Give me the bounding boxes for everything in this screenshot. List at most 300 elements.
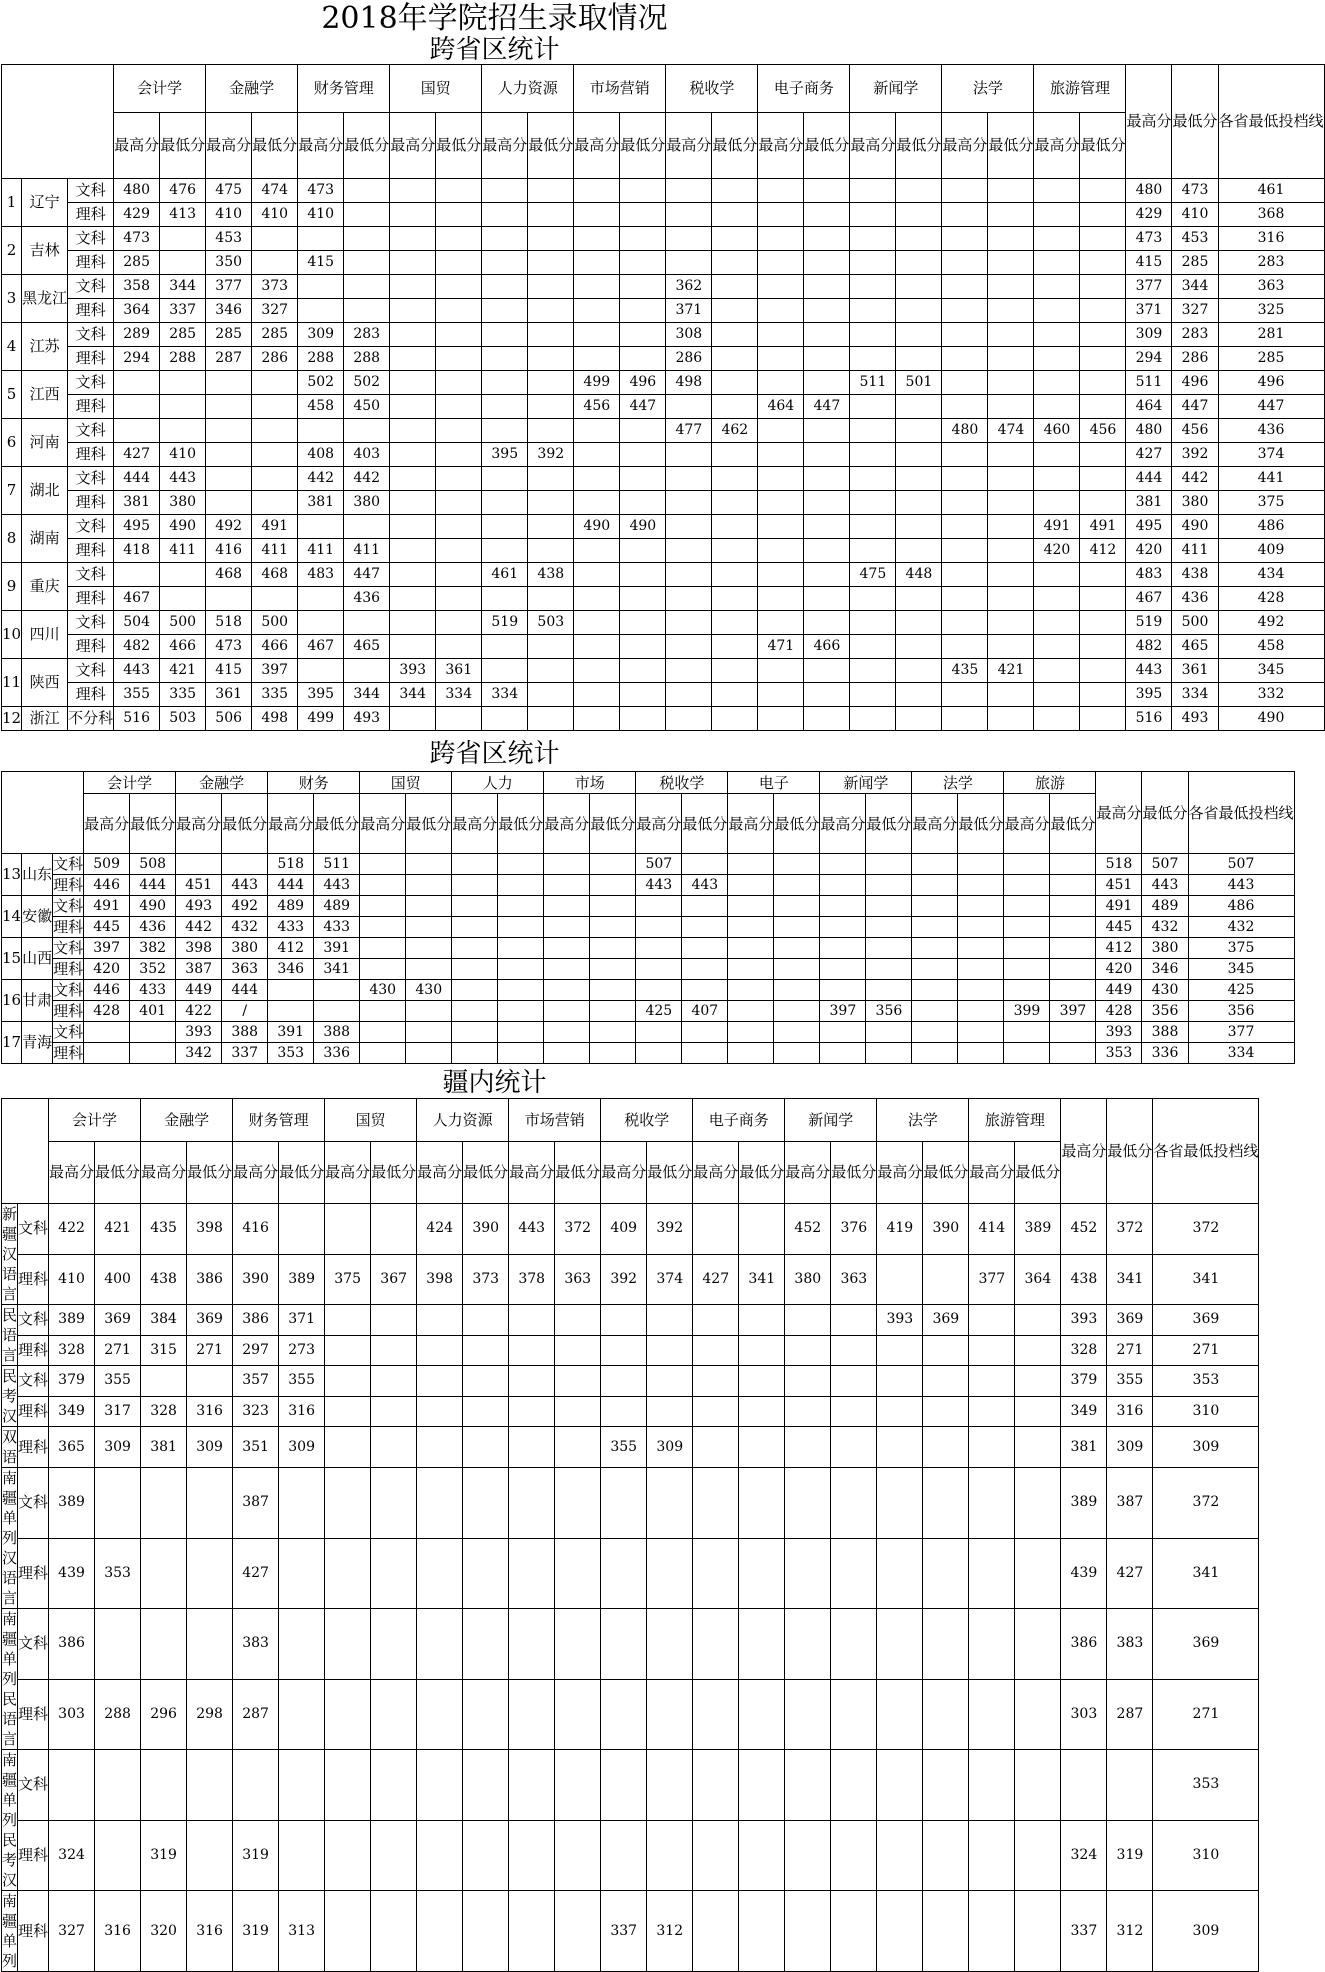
score-cell: 356 [866,1001,912,1022]
min-score-header: 最低分 [371,1142,417,1204]
score-cell: 390 [233,1254,279,1305]
score-cell [758,515,804,539]
table-row [2,395,1325,419]
score-cell: 328 [1061,1335,1107,1366]
score-cell: 316 [187,1891,233,1972]
score-cell [482,707,528,731]
score-cell: 334 [1172,683,1218,707]
score-cell [912,959,958,980]
score-cell [896,491,942,515]
score-cell [728,1022,774,1043]
score-cell: 414 [969,1204,1015,1255]
score-cell [942,491,988,515]
score-cell [877,1468,923,1539]
score-cell [1004,896,1050,917]
score-cell [877,1679,923,1750]
score-cell [298,299,344,323]
score-cell [574,227,620,251]
score-cell [1080,491,1126,515]
subject-type: 文科 [53,938,84,957]
score-cell: 357 [233,1366,279,1397]
score-cell [620,659,666,683]
score-cell: 411 [252,539,298,563]
major-header: 国贸 [390,65,482,113]
score-cell [555,1820,601,1891]
score-cell: 312 [1107,1891,1153,1972]
score-cell [590,1022,636,1043]
table-row [2,854,1295,875]
score-cell [988,395,1034,419]
score-cell [712,443,758,467]
score-cell [1015,1305,1061,1336]
score-cell: 392 [1172,443,1218,467]
score-cell [636,980,682,1001]
score-cell [712,635,758,659]
score-cell [1080,371,1126,395]
score-cell [498,959,544,980]
score-cell [452,854,498,875]
score-cell [666,635,712,659]
score-cell: 398 [187,1204,233,1255]
score-cell [436,539,482,563]
score-cell [969,1891,1015,1972]
major-header: 市场营销 [509,1099,601,1142]
score-cell: 430 [360,980,406,1001]
score-cell [620,179,666,203]
score-cell: 285 [114,251,160,275]
score-cell [620,275,666,299]
score-cell [804,467,850,491]
score-cell: 371 [666,299,712,323]
score-cell: 365 [49,1427,95,1468]
score-cell [574,635,620,659]
score-cell: 449 [1096,980,1142,1001]
score-cell: 411 [160,539,206,563]
score-cell: 450 [344,395,390,419]
score-cell: 499 [574,371,620,395]
score-cell: 392 [601,1254,647,1305]
score-cell: 465 [344,635,390,659]
score-cell: 519 [482,611,528,635]
score-cell [1004,980,1050,1001]
score-cell [417,1538,463,1609]
province-name: 河南 [22,419,68,467]
score-cell [1080,467,1126,491]
score-cell [406,896,452,917]
score-cell: 518 [268,854,314,875]
score-cell [574,275,620,299]
score-cell [758,323,804,347]
score-cell [647,1396,693,1427]
max-score-header: 最高分 [325,1142,371,1204]
score-cell [417,1820,463,1891]
score-cell [1050,854,1096,875]
score-cell [371,1538,417,1609]
score-cell: 511 [1126,371,1172,395]
score-cell [958,1022,1004,1043]
score-cell [712,275,758,299]
table-row [2,275,1325,299]
score-cell: 436 [1218,419,1324,443]
score-cell: 427 [233,1538,279,1609]
score-cell [693,1366,739,1397]
major-header: 人力资源 [417,1099,509,1142]
score-cell [325,1679,371,1750]
subject-type: 文科 [68,323,114,347]
score-cell [141,1538,187,1609]
min-score-header: 最低分 [896,113,942,179]
score-cell: 309 [1153,1427,1259,1468]
table-row [2,875,1295,896]
table-row [2,980,1295,1001]
score-cell [636,1043,682,1064]
score-cell: 490 [1218,707,1324,731]
max-score-header: 最高分 [969,1142,1015,1204]
score-cell [390,179,436,203]
score-cell [988,563,1034,587]
min-score-header: 最低分 [160,113,206,179]
score-cell: 286 [252,347,298,371]
score-cell: 503 [160,707,206,731]
score-cell [528,539,574,563]
score-cell: 456 [1172,419,1218,443]
score-cell [758,251,804,275]
score-cell: 391 [314,938,360,959]
score-cell [325,1366,371,1397]
score-cell: 375 [1218,491,1324,515]
score-cell [969,1396,1015,1427]
table-row [2,896,1295,917]
score-cell: 498 [252,707,298,731]
score-cell [850,179,896,203]
score-cell [436,227,482,251]
score-cell: 420 [84,959,130,980]
max-score-header: 最高分 [268,794,314,854]
score-cell: 432 [222,917,268,938]
score-cell [1080,659,1126,683]
score-cell [758,275,804,299]
score-cell [436,443,482,467]
score-cell [831,1820,877,1891]
score-cell: 480 [1126,419,1172,443]
score-cell [666,683,712,707]
score-cell [958,896,1004,917]
score-cell: 286 [666,347,712,371]
score-cell [498,980,544,1001]
score-cell [325,1468,371,1539]
score-cell [728,854,774,875]
province-name: 陕西 [22,659,68,707]
score-cell: 271 [1153,1335,1259,1366]
score-cell [574,443,620,467]
score-cell [160,563,206,587]
score-cell: 429 [114,203,160,227]
score-cell [988,635,1034,659]
score-cell: 381 [298,491,344,515]
score-cell [436,515,482,539]
score-cell [1050,875,1096,896]
score-cell: 381 [1126,491,1172,515]
score-cell [590,959,636,980]
score-cell: 336 [1142,1043,1188,1064]
score-cell [574,323,620,347]
score-cell [682,959,728,980]
score-cell [831,1427,877,1468]
score-cell [988,227,1034,251]
min-score-header: 最低分 [831,1142,877,1204]
max-score-header: 最高分 [877,1142,923,1204]
subject-type: 文科 [18,1468,49,1539]
table-row [2,203,1325,227]
score-cell [804,227,850,251]
score-cell [390,371,436,395]
score-cell: 389 [49,1305,95,1336]
score-cell [1015,1396,1061,1427]
score-cell [666,611,712,635]
section-title-2: 跨省区统计 [429,739,560,769]
min-score-header: 最低分 [1050,794,1096,854]
score-cell [130,1043,176,1064]
score-cell: 379 [49,1366,95,1397]
subject-type: 理科 [68,251,114,275]
score-cell: 499 [298,707,344,731]
score-cell [850,203,896,227]
score-cell: 271 [187,1335,233,1366]
score-cell: 501 [896,371,942,395]
score-cell [436,179,482,203]
score-cell [988,179,1034,203]
score-cell [452,980,498,1001]
score-cell [528,347,574,371]
score-cell [417,1335,463,1366]
major-header: 金融学 [141,1099,233,1142]
score-cell: 324 [49,1820,95,1891]
province-name: 辽宁 [22,179,68,227]
score-cell: 296 [141,1679,187,1750]
score-cell [1034,347,1080,371]
score-cell [1034,443,1080,467]
score-cell [206,587,252,611]
score-cell [831,1396,877,1427]
min-score-header: 最低分 [1080,113,1126,179]
score-cell [1004,875,1050,896]
score-cell [498,917,544,938]
score-cell [325,1396,371,1427]
score-cell [739,1679,785,1750]
score-cell [344,419,390,443]
score-cell [1034,635,1080,659]
score-cell: 428 [1218,587,1324,611]
score-cell [544,980,590,1001]
score-cell: 416 [206,539,252,563]
score-cell [344,227,390,251]
score-cell [831,1366,877,1397]
score-cell: 288 [95,1679,141,1750]
score-cell: 451 [176,875,222,896]
score-cell [758,179,804,203]
score-cell: 313 [279,1891,325,1972]
table-row [2,1427,1259,1468]
score-cell [896,539,942,563]
score-cell [452,917,498,938]
score-cell: 397 [820,1001,866,1022]
score-cell: 286 [1172,347,1218,371]
score-cell [666,515,712,539]
table-row [2,587,1325,611]
score-cell: 491 [84,896,130,917]
score-cell [666,227,712,251]
score-cell [958,854,1004,875]
table-row [2,635,1325,659]
max-score-header: 最高分 [509,1142,555,1204]
score-cell [482,659,528,683]
score-cell: 372 [1153,1204,1259,1255]
score-cell [390,275,436,299]
score-cell [1080,563,1126,587]
score-cell: 467 [298,635,344,659]
max-score-header: 最高分 [785,1142,831,1204]
score-cell [279,1538,325,1609]
score-cell: 486 [1218,515,1324,539]
score-cell: 341 [1153,1538,1259,1609]
sum-line-header: 各省最低投档线 [1188,772,1294,854]
score-cell [371,1305,417,1336]
score-cell [912,1043,958,1064]
score-cell: 446 [84,980,130,1001]
score-cell [820,917,866,938]
score-cell [141,1609,187,1680]
score-cell: 495 [1126,515,1172,539]
score-cell [84,1043,130,1064]
score-cell: 480 [114,179,160,203]
score-cell: 452 [785,1204,831,1255]
score-cell [942,251,988,275]
score-cell: 344 [344,683,390,707]
major-header: 市场营销 [574,65,666,113]
score-cell [371,1204,417,1255]
score-cell: 335 [160,683,206,707]
score-cell [574,683,620,707]
min-score-header: 最低分 [130,794,176,854]
score-cell: 433 [268,917,314,938]
score-cell [601,1396,647,1427]
score-cell [620,563,666,587]
min-score-header: 最低分 [314,794,360,854]
score-cell [877,1335,923,1366]
score-cell: 393 [1096,1022,1142,1043]
score-cell: 337 [160,299,206,323]
score-cell [866,1022,912,1043]
subject-type: 理科 [53,1001,84,1020]
score-cell: 271 [95,1335,141,1366]
score-cell [114,395,160,419]
score-cell [647,1609,693,1680]
score-cell [463,1305,509,1336]
score-cell [942,611,988,635]
score-cell [390,227,436,251]
subject-type: 文科 [18,1305,49,1336]
score-cell [544,875,590,896]
score-cell [666,539,712,563]
score-cell: 397 [1050,1001,1096,1022]
score-cell [436,419,482,443]
score-cell: 483 [298,563,344,587]
score-cell [804,371,850,395]
score-cell: 312 [647,1891,693,1972]
score-cell [666,467,712,491]
score-cell [160,371,206,395]
score-cell: 508 [130,854,176,875]
major-header: 法学 [877,1099,969,1142]
score-cell [739,1204,785,1255]
score-cell [555,1366,601,1397]
table-row [2,1254,1259,1305]
score-cell [988,203,1034,227]
score-cell [877,1396,923,1427]
score-cell: 281 [1218,323,1324,347]
score-cell: 393 [877,1305,923,1336]
score-cell: 387 [233,1468,279,1539]
score-cell [942,707,988,731]
min-score-header: 最低分 [866,794,912,854]
category-name: 南疆单列 [2,1892,18,1970]
score-cell [969,1538,1015,1609]
score-cell [279,1204,325,1255]
score-cell [896,347,942,371]
score-cell [390,347,436,371]
score-cell [590,980,636,1001]
score-cell [436,299,482,323]
subject-type: 文科 [18,1204,49,1255]
score-cell [988,587,1034,611]
score-cell: 320 [141,1891,187,1972]
score-cell: 446 [84,875,130,896]
score-cell: 442 [1172,467,1218,491]
score-cell: 443 [160,467,206,491]
score-cell: 444 [222,980,268,1001]
score-cell: 447 [1218,395,1324,419]
score-cell [896,203,942,227]
score-cell [682,1043,728,1064]
score-cell [482,371,528,395]
score-cell [923,1538,969,1609]
score-cell [1080,179,1126,203]
score-cell: 273 [279,1335,325,1366]
score-cell: 334 [482,683,528,707]
score-cell: 442 [176,917,222,938]
max-score-header: 最高分 [574,113,620,179]
score-cell: 449 [176,980,222,1001]
score-cell [850,539,896,563]
score-cell [84,1022,130,1043]
table-row [2,539,1325,563]
score-cell [509,1427,555,1468]
major-header: 法学 [912,772,1004,794]
score-cell [739,1468,785,1539]
score-cell: 468 [206,563,252,587]
table-row [2,1043,1295,1064]
score-cell: 475 [206,179,252,203]
score-cell: 380 [785,1254,831,1305]
score-cell [850,659,896,683]
score-cell [344,611,390,635]
score-cell [482,515,528,539]
score-cell: 393 [176,1022,222,1043]
score-cell: 341 [314,959,360,980]
score-cell [390,419,436,443]
score-cell [452,896,498,917]
score-cell [923,1366,969,1397]
